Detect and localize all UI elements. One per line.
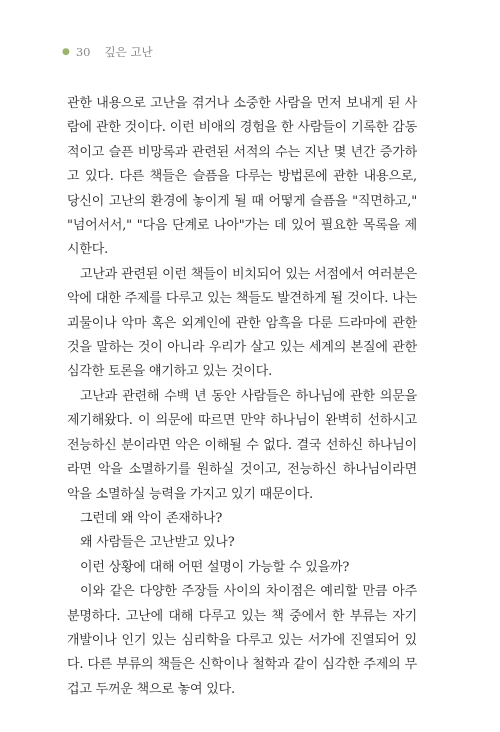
paragraph: 왜 사람들은 고난받고 있나? [80,535,235,551]
paragraph: 이와 같은 다양한 주장들 사이의 차이점은 예리할 만큼 아주 분명하다. 고난에 대해 다루고 있는 책 중에서 한 부류는 자기 개발이나 인기 있는 심리학을 다루고 있는 서가에 진열되어 있다. 다른 부류의 책들은 신학이나 철학과 같이 심각한 주제의 무겁고 두꺼운 책으로 놓여 있다. [67,584,417,697]
paragraph: 관한 내용으로 고난을 겪거나 소중한 사람을 먼저 보내게 된 사람에 관한 것이다. 이런 비애의 경험을 한 사람들이 기록한 감동적이고 슬픈 비망록과 관련된 서적의 수는 지난 몇 년간 증가하고 있다. 다른 책들은 슬픔을 다루는 방법론에 관한 내용으로, 당신이 고난의 환경에 놓이게 될 때 어떻게 슬픔을 "직면하고," "넘어서서," "다음 단계로 나아"가는 데 있어 필요한 목록을 제시한다. [67,96,417,258]
paragraph: 고난과 관련된 이런 책들이 비치되어 있는 서점에서 여러분은 악에 대한 주제를 다루고 있는 책들도 발견하게 될 것이다. 나는 괴물이나 악마 혹은 외계인에 관한 암흑을 다룬 드라마에 관한 것을 말하는 것이 아니라 우리가 살고 있는 세계의 본질에 관한 심각한 토론을 얘기하고 있는 것이다. [67,266,417,380]
running-header [62,44,153,60]
bullet-icon: ● [62,46,70,57]
paragraph: 그런데 왜 악이 존재하나? [80,510,223,526]
running-title: 깊은 고난 [104,45,153,59]
page-number: 30 [75,45,91,59]
paragraph: 이런 상황에 대해 어떤 설명이 가능할 수 있을까? [80,559,350,575]
paragraph: 고난과 관련해 수백 년 동안 사람들은 하나님에 관한 의문을 제기해왔다. 이 의문에 따르면 만약 하나님이 완벽히 선하시고 전능하신 분이라면 악은 이해될 수 없다. 결국 선하신 하나님이라면 악을 소멸하기를 원하실 것이고, 전능하신 하나님이라면 악을 소멸하실 능력을 가지고 있기 때문이다. [67,388,417,502]
body-text [67,92,417,702]
